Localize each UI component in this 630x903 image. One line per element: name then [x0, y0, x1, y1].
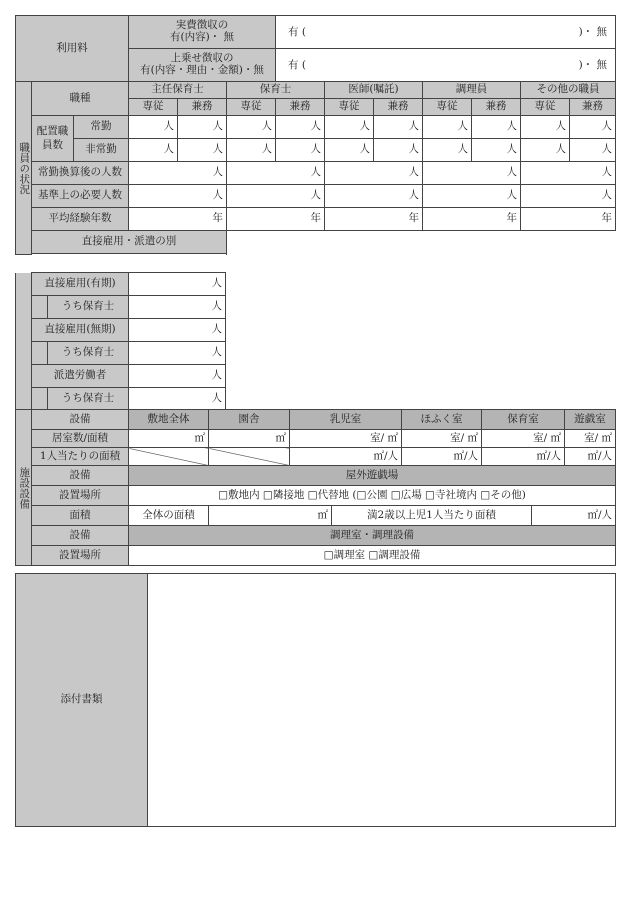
role-other: その他の職員 [521, 82, 616, 99]
emp-fixed-field[interactable]: 人 [129, 273, 226, 296]
extra-fee-field[interactable]: 有 ( )・ 無 [276, 49, 616, 82]
count-field[interactable]: 人 [472, 116, 521, 139]
count-field[interactable]: 人 [178, 116, 227, 139]
job-type-label: 職種 [32, 82, 129, 116]
nursery-per-field[interactable]: ㎡/人 [482, 448, 565, 466]
sen-label: 専従 [227, 99, 276, 116]
building-area-field[interactable]: ㎡ [209, 430, 290, 448]
section-continuation [16, 273, 32, 411]
employment-table [15, 272, 226, 411]
count-field[interactable]: 人 [423, 116, 472, 139]
emp-perm-nurse-field[interactable]: 人 [129, 342, 226, 365]
dispatch-nurse-field[interactable]: 人 [129, 388, 226, 411]
count-field[interactable]: 人 [129, 139, 178, 162]
count-field[interactable]: 人 [325, 139, 374, 162]
count-field[interactable]: 人 [227, 139, 276, 162]
infant-per-field[interactable]: ㎡/人 [290, 448, 402, 466]
indent-cell [32, 388, 48, 411]
sen-label: 専従 [129, 99, 178, 116]
col-building: 園舎 [209, 410, 290, 430]
indent-cell [32, 342, 48, 365]
rooms-area-label: 居室数/面積 [32, 430, 129, 448]
count-field[interactable]: 人 [570, 116, 616, 139]
playroom-per-field[interactable]: ㎡/人 [565, 448, 616, 466]
conv-field[interactable]: 人 [521, 162, 616, 185]
years-field[interactable]: 年 [129, 208, 227, 231]
kitchen-options[interactable]: □調理室 □調理設備 [129, 546, 616, 566]
jokin-label: 常勤 [74, 116, 129, 139]
count-field[interactable]: 人 [178, 139, 227, 162]
avg-years-label: 平均経験年数 [32, 208, 129, 231]
sen-label: 専従 [423, 99, 472, 116]
playroom-field[interactable]: 室/ ㎡ [565, 430, 616, 448]
count-field[interactable]: 人 [276, 139, 325, 162]
setsubi-label: 設備 [32, 466, 129, 486]
conv-field[interactable]: 人 [129, 162, 227, 185]
sen-label: 専従 [325, 99, 374, 116]
conv-field[interactable]: 人 [227, 162, 325, 185]
years-field[interactable]: 年 [227, 208, 325, 231]
required-field[interactable]: 人 [129, 185, 227, 208]
total-area-label: 全体の面積 [129, 506, 209, 526]
ken-label: 兼務 [570, 99, 616, 116]
area-label: 面積 [32, 506, 129, 526]
conv-field[interactable]: 人 [325, 162, 423, 185]
role-nurse: 保育士 [227, 82, 325, 99]
spacer [32, 254, 227, 255]
years-field[interactable]: 年 [521, 208, 616, 231]
diagonal-cell [129, 448, 209, 466]
role-doctor: 医師(嘱託) [325, 82, 423, 99]
haichi-label: 配置職員数 [32, 116, 74, 162]
emp-fixed-nurse-label: うち保育士 [48, 296, 129, 319]
setsubi-label: 設備 [32, 526, 129, 546]
attachments-table [15, 573, 616, 827]
count-field[interactable]: 人 [521, 139, 570, 162]
nursery-room-field[interactable]: 室/ ㎡ [482, 430, 565, 448]
crawling-room-field[interactable]: 室/ ㎡ [402, 430, 482, 448]
col-infant-room: 乳児室 [290, 410, 402, 430]
required-field[interactable]: 人 [227, 185, 325, 208]
col-nursery-room: 保育室 [482, 410, 565, 430]
required-field[interactable]: 人 [521, 185, 616, 208]
fee-table [15, 15, 616, 82]
diagonal-cell [209, 448, 290, 466]
required-field[interactable]: 人 [325, 185, 423, 208]
facility-table [15, 409, 616, 566]
count-field[interactable]: 人 [472, 139, 521, 162]
employment-header: 直接雇用・派遣の別 [32, 231, 227, 254]
count-field[interactable]: 人 [325, 116, 374, 139]
total-area-field[interactable]: ㎡ [209, 506, 332, 526]
required-field[interactable]: 人 [423, 185, 521, 208]
role-cook: 調理員 [423, 82, 521, 99]
staff-section-label: 職員の状況 [16, 82, 32, 255]
location-label: 設置場所 [32, 546, 129, 566]
emp-perm-label: 直接雇用(無期) [32, 319, 129, 342]
fee-label: 利用料 [16, 16, 129, 82]
ken-label: 兼務 [374, 99, 423, 116]
dispatch-field[interactable]: 人 [129, 365, 226, 388]
dispatch-nurse-label: うち保育士 [48, 388, 129, 411]
ken-label: 兼務 [276, 99, 325, 116]
actual-fee-label: 実費徴収の 有(内容)・ 無 [129, 16, 276, 49]
setsubi-label: 設備 [32, 410, 129, 430]
role-chief-nurse: 主任保育士 [129, 82, 227, 99]
facility-section-label: 施設設備 [16, 410, 32, 566]
actual-fee-field[interactable]: 有 ( )・ 無 [276, 16, 616, 49]
ken-label: 兼務 [472, 99, 521, 116]
site-area-field[interactable]: ㎡ [129, 430, 209, 448]
emp-fixed-label: 直接雇用(有期) [32, 273, 129, 296]
required-label: 基準上の必要人数 [32, 185, 129, 208]
count-field[interactable]: 人 [374, 116, 423, 139]
ken-label: 兼務 [178, 99, 227, 116]
emp-perm-field[interactable]: 人 [129, 319, 226, 342]
count-field[interactable]: 人 [227, 116, 276, 139]
emp-perm-nurse-label: うち保育士 [48, 342, 129, 365]
per-child-field[interactable]: ㎡/人 [532, 506, 616, 526]
years-field[interactable]: 年 [325, 208, 423, 231]
conv-field[interactable]: 人 [423, 162, 521, 185]
attachments-field[interactable] [148, 574, 616, 827]
location-label: 設置場所 [32, 486, 129, 506]
extra-fee-label: 上乗せ徴収の 有(内容・理由・金額)・無 [129, 49, 276, 82]
kitchen-label: 調理室・調理設備 [129, 526, 616, 546]
count-field[interactable]: 人 [423, 139, 472, 162]
per-child-label: 満2歳以上児1人当たり面積 [332, 506, 532, 526]
infant-room-field[interactable]: 室/ ㎡ [290, 430, 402, 448]
indent-cell [32, 296, 48, 319]
attachments-label: 添付書類 [16, 574, 148, 827]
conv-label: 常勤換算後の人数 [32, 162, 129, 185]
sen-label: 専従 [521, 99, 570, 116]
crawling-per-field[interactable]: ㎡/人 [402, 448, 482, 466]
col-site: 敷地全体 [129, 410, 209, 430]
years-field[interactable]: 年 [423, 208, 521, 231]
col-crawling-room: ほふく室 [402, 410, 482, 430]
count-field[interactable]: 人 [129, 116, 178, 139]
count-field[interactable]: 人 [374, 139, 423, 162]
hijokin-label: 非常勤 [74, 139, 129, 162]
emp-fixed-nurse-field[interactable]: 人 [129, 296, 226, 319]
staff-table [15, 81, 616, 255]
count-field[interactable]: 人 [521, 116, 570, 139]
outdoor-location-options[interactable]: □敷地内 □隣接地 □代替地 (□公園 □広場 □寺社境内 □その他) [129, 486, 616, 506]
count-field[interactable]: 人 [276, 116, 325, 139]
count-field[interactable]: 人 [570, 139, 616, 162]
dispatch-label: 派遣労働者 [32, 365, 129, 388]
per-person-label: 1人当たりの面積 [32, 448, 129, 466]
blank-area [227, 231, 616, 255]
outdoor-play-label: 屋外遊戯場 [129, 466, 616, 486]
col-playroom: 遊戯室 [565, 410, 616, 430]
